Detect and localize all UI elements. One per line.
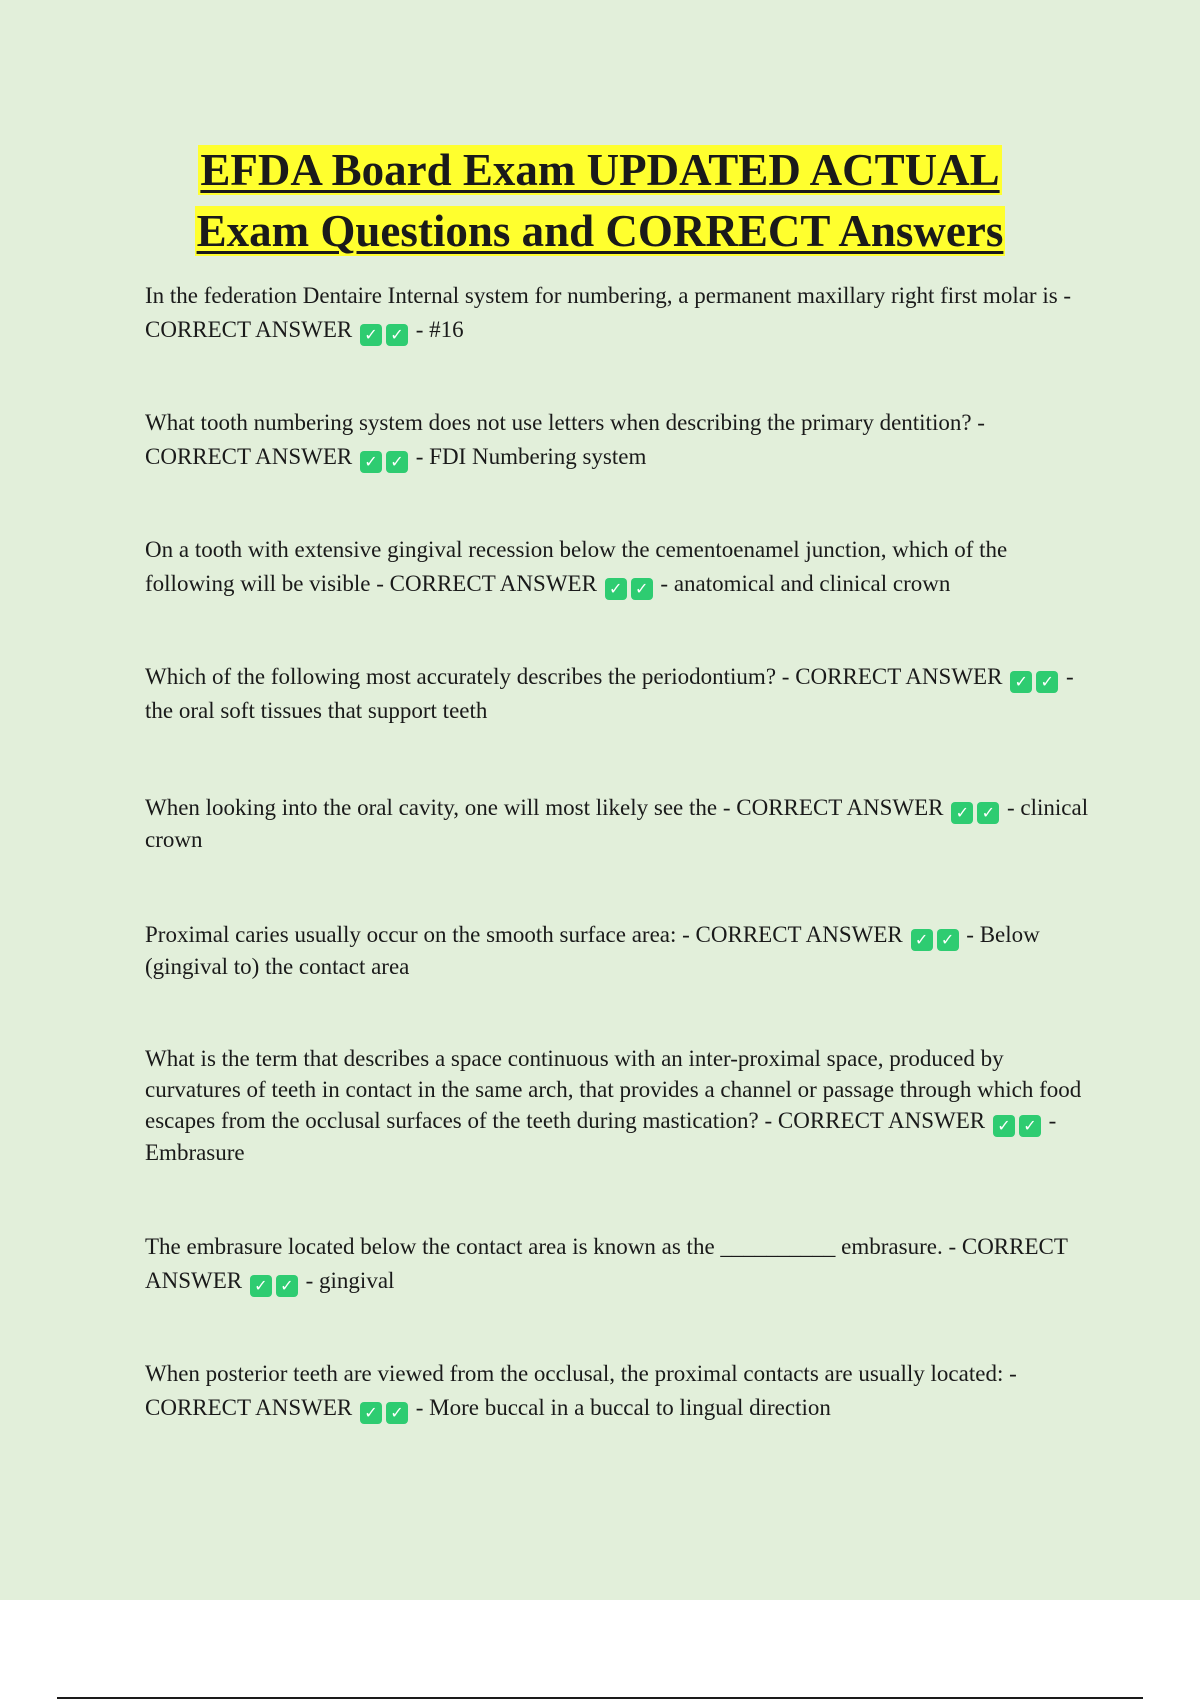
answer-text: - Embrasure — [145, 1108, 1057, 1165]
answer-text: - #16 — [415, 317, 464, 342]
qa-item — [145, 533, 1090, 601]
question-text: On a tooth with extensive gingival recession below the cementoenamel junction, which of the following will be visible - CORRECT ANSWER — [145, 537, 1008, 596]
qa-item — [145, 1043, 1090, 1168]
title-line-1: EFDA Board Exam UPDATED ACTUAL — [200, 145, 1000, 195]
answer-text: - Below (gingival to) the contact area — [145, 922, 1040, 979]
check-mark-icon: ✓ — [1036, 671, 1058, 693]
answer-text: - the oral soft tissues that support teeth — [145, 664, 1074, 723]
check-mark-icon: ✓ — [605, 578, 627, 600]
check-mark-icon: ✓ — [360, 1402, 382, 1424]
check-mark-icon: ✓ — [1010, 671, 1032, 693]
qa-item — [145, 1230, 1090, 1298]
answer-text: - anatomical and clinical crown — [660, 571, 951, 596]
question-text: Proximal caries usually occur on the smooth surface area: - CORRECT ANSWER — [145, 922, 903, 947]
title-line-2: Exam Questions and CORRECT Answers — [196, 206, 1004, 256]
question-text: When posterior teeth are viewed from the occlusal, the proximal contacts are usually located: - CORRECT ANSWER — [145, 1361, 1017, 1420]
question-text: When looking into the oral cavity, one will most likely see the - CORRECT ANSWER — [145, 795, 944, 820]
question-text: The embrasure located below the contact area is known as the __________ embrasure. - CORRECT ANSWER — [145, 1234, 1068, 1293]
question-text: What tooth numbering system does not use letters when describing the primary dentition? - CORRECT ANSWER — [145, 410, 985, 469]
answer-text: - clinical crown — [145, 795, 1089, 852]
check-mark-icon: ✓ — [951, 802, 973, 824]
question-text: Which of the following most accurately describes the periodontium? - CORRECT ANSWER — [145, 664, 1003, 689]
qa-item — [145, 919, 1090, 982]
answer-text: - More buccal in a buccal to lingual direction — [415, 1395, 831, 1420]
check-mark-icon: ✓ — [250, 1275, 272, 1297]
check-mark-icon: ✓ — [631, 578, 653, 600]
question-text: What is the term that describes a space continuous with an inter-proximal space, produced by curvatures of teeth in contact in the same arch, that provides a channel or passage through which food escapes from the occlusal surfaces of the teeth during mastication? - CORRECT ANSWER — [145, 1046, 1082, 1133]
check-mark-icon: ✓ — [1019, 1115, 1041, 1137]
answer-text: - gingival — [305, 1268, 395, 1293]
footer-divider — [57, 1697, 1143, 1699]
check-mark-icon: ✓ — [386, 324, 408, 346]
check-mark-icon: ✓ — [276, 1275, 298, 1297]
check-mark-icon: ✓ — [911, 929, 933, 951]
qa-item — [145, 279, 1090, 347]
question-text: In the federation Dentaire Internal system for numbering, a permanent maxillary right first molar is - CORRECT ANSWER — [145, 283, 1072, 342]
answer-text: - FDI Numbering system — [415, 444, 647, 469]
qa-item — [145, 792, 1090, 855]
document-title — [0, 140, 1200, 262]
check-mark-icon: ✓ — [386, 451, 408, 473]
qa-item — [145, 1357, 1090, 1425]
qa-item — [145, 406, 1090, 474]
check-mark-icon: ✓ — [993, 1115, 1015, 1137]
check-mark-icon: ✓ — [360, 324, 382, 346]
check-mark-icon: ✓ — [360, 451, 382, 473]
qa-item — [145, 660, 1090, 728]
check-mark-icon: ✓ — [977, 802, 999, 824]
check-mark-icon: ✓ — [937, 929, 959, 951]
check-mark-icon: ✓ — [386, 1402, 408, 1424]
